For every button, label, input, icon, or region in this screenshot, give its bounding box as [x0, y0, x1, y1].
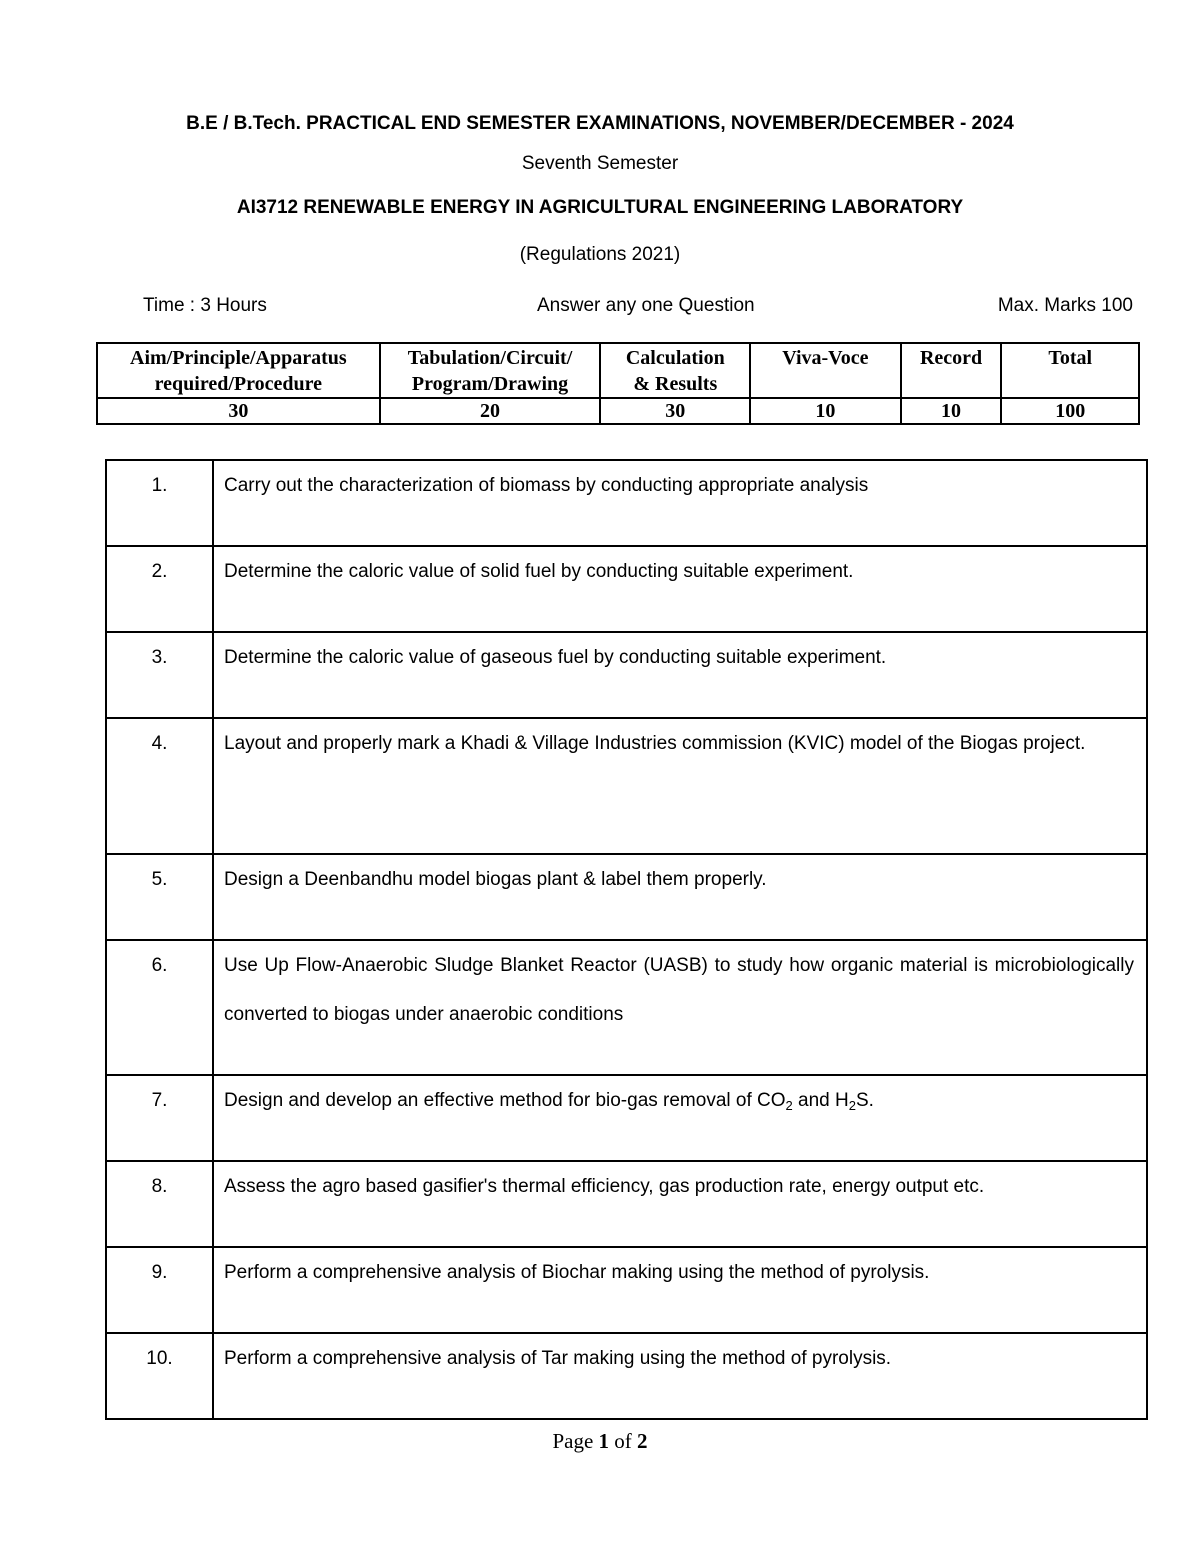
- exam-instruction: Answer any one Question: [537, 295, 755, 316]
- question-number: 9.: [106, 1247, 213, 1333]
- question-text: Assess the agro based gasifier's thermal efficiency, gas production rate, energy output etc.: [213, 1161, 1147, 1247]
- question-text: Carry out the characterization of biomass by conducting appropriate analysis: [213, 460, 1147, 546]
- regulations-label: (Regulations 2021): [519, 244, 681, 265]
- question-row: [106, 1161, 1147, 1247]
- question-row: [106, 718, 1147, 854]
- max-marks: Max. Marks 100: [997, 295, 1133, 316]
- marks-header-cell: Tabulation/Circuit/ Program/Drawing: [380, 343, 601, 398]
- question-row: [106, 632, 1147, 718]
- question-text: Determine the caloric value of gaseous fuel by conducting suitable experiment.: [213, 632, 1147, 718]
- question-text: Design a Deenbandhu model biogas plant & label them properly.: [213, 854, 1147, 940]
- exam-duration: Time : 3 Hours: [143, 295, 267, 316]
- marks-value-cell: 30: [97, 398, 380, 424]
- question-number: 2.: [106, 546, 213, 632]
- question-row: [106, 1075, 1147, 1161]
- question-text: Determine the caloric value of solid fuel by conducting suitable experiment.: [213, 546, 1147, 632]
- question-number: 6.: [106, 940, 213, 1075]
- question-row: [106, 546, 1147, 632]
- question-text: Perform a comprehensive analysis of Biochar making using the method of pyrolysis.: [213, 1247, 1147, 1333]
- question-row: [106, 460, 1147, 546]
- question-number: 1.: [106, 460, 213, 546]
- exam-title: B.E / B.Tech. PRACTICAL END SEMESTER EXAMINATIONS, NOVEMBER/DECEMBER - 2024: [186, 113, 1014, 134]
- marks-header-cell: Total: [1001, 343, 1139, 398]
- marks-value-cell: 20: [380, 398, 601, 424]
- marks-header-cell: Viva-Voce: [750, 343, 900, 398]
- question-number: 4.: [106, 718, 213, 854]
- question-row: [106, 854, 1147, 940]
- question-text: Perform a comprehensive analysis of Tar making using the method of pyrolysis.: [213, 1333, 1147, 1419]
- question-text: Design and develop an effective method for bio-gas removal of $CO_2$ and $H_2S$.: [213, 1075, 1147, 1161]
- marks-header-cell: Calculation & Results: [600, 343, 750, 398]
- questions-table: [105, 459, 1148, 1420]
- marks-value-cell: 10: [750, 398, 900, 424]
- question-row: [106, 1247, 1147, 1333]
- question-number: 8.: [106, 1161, 213, 1247]
- marks-value-cell: 100: [1001, 398, 1139, 424]
- question-row: [106, 940, 1147, 1075]
- page-number: Page 1 of 2: [552, 1429, 648, 1453]
- question-number: 10.: [106, 1333, 213, 1419]
- semester-label: Seventh Semester: [521, 153, 679, 174]
- marks-header-row: [97, 343, 1139, 398]
- marks-value-row: [97, 398, 1139, 424]
- question-number: 7.: [106, 1075, 213, 1161]
- question-text: Use Up Flow-Anaerobic Sludge Blanket Reactor (UASB) to study how organic material is microbiologically converted to biogas under anaerobic conditions: [213, 940, 1147, 1075]
- question-text: Layout and properly mark a Khadi & Village Industries commission (KVIC) model of the Biogas project.: [213, 718, 1147, 854]
- marks-header-cell: Aim/Principle/Apparatus required/Procedure: [97, 343, 380, 398]
- marks-value-cell: 30: [600, 398, 750, 424]
- question-number: 3.: [106, 632, 213, 718]
- course-title: AI3712 RENEWABLE ENERGY IN AGRICULTURAL ENGINEERING LABORATORY: [236, 197, 964, 218]
- question-number: 5.: [106, 854, 213, 940]
- marks-header-cell: Record: [901, 343, 1002, 398]
- marks-value-cell: 10: [901, 398, 1002, 424]
- question-row: [106, 1333, 1147, 1419]
- marks-distribution-table: [96, 342, 1140, 425]
